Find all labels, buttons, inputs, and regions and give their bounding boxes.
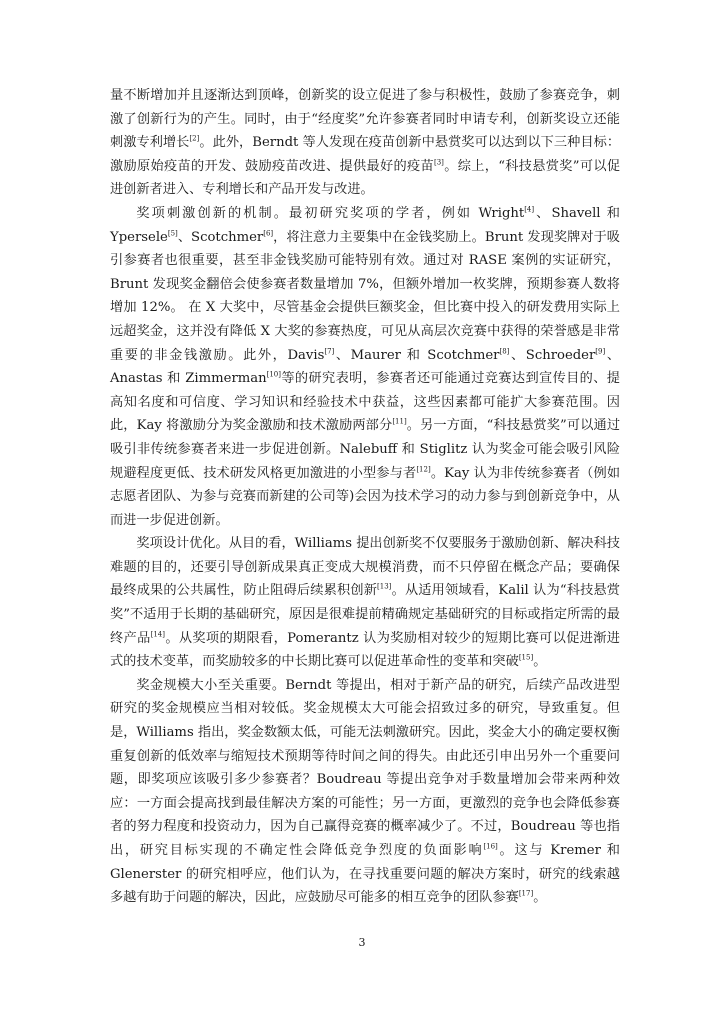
text-run: 、Schroeder xyxy=(509,347,596,363)
text-run: 。从适用领域看，Kalil 认为“科技悬赏奖”不适用于长期的基础研究，原因是很难提前精确规定基础研究的目标或指定所需的最终产品 xyxy=(110,583,620,646)
paragraph xyxy=(110,674,620,910)
citation-mark: [7] xyxy=(324,347,335,356)
citation-mark: [9] xyxy=(595,347,606,356)
citation-mark: [13] xyxy=(377,583,392,592)
text-run: 、Shavell 和 Ypersele xyxy=(110,205,620,245)
text-run: 。Kay 认为非传统参赛者（例如志愿者团队、为参与竞赛而新建的公司等)会因为技术学习的动力参与到创新竞争中，从而进一步促进创新。 xyxy=(110,465,621,528)
text-run: 奖金规模大小至关重要。Berndt 等提出，相对于新产品的研究，后续产品改进型研究的奖金规模应当相对较低。奖金规模太大可能会招致过多的研究，导致重复。但是，Williams 指出，奖金数额太低，可能无法刺激研究。因此，奖金大小的确定要权衡重复创新的低效率与缩短技术预期等待时间之间的得失。由此还引申出另外一个重要问题，即奖项应该吸引多少参赛者？Boudreau 等提出竞争对手数量增加会带来两种效应：一方面会提高找到最佳解决方案的可能性；另一方面，更激烈的竞争也会降低参赛者的努力程度和投资动力，因为自己赢得竞赛的概率减少了。不过，Boudreau 等也指出，研究目标实现的不确定性会降低竞争烈度的负面影响 xyxy=(110,677,620,858)
citation-mark: [12] xyxy=(416,465,431,474)
citation-mark: [11] xyxy=(392,417,407,426)
text-run: ，将注意力主要集中在金钱奖励上。Brunt 发现奖牌对于吸引参赛者也很重要，甚至非金钱奖励可能特别有效。通过对 RASE 案例的实证研究，Brunt 发现奖金翻倍会使参赛者数量增加 7%，但额外增加一枚奖牌，预期参赛人数将增加 12%。 在 X 大奖中，尽管基金会提供巨额奖金，但比赛中投入的研发费用实际上远超奖金，这并没有降低 X 大奖的参赛热度，可见从高层次竞赛中获得的荣誉感是非常重要的非金钱激励。此外，Davis xyxy=(110,229,620,363)
text-run: 奖项刺激创新的机制。最初研究奖项的学者，例如 Wright xyxy=(136,205,525,221)
text-run: 。综上，“科技悬赏奖”可以促进创新者进入、专利增长和产品开发与改进。 xyxy=(110,158,621,198)
text-run: 、Anastas 和 Zimmerman xyxy=(110,347,621,387)
text-run: 。 xyxy=(533,654,547,670)
text-run: 。这与 Kremer 和 Glenerster 的研究相呼应，他们认为，在寻找重要问题的解决方案时，研究的线索越多越有助于问题的解决，因此，应鼓励尽可能多的相互竞争的团队参赛 xyxy=(110,843,620,906)
citation-mark: [2] xyxy=(189,134,200,143)
citation-mark: [4] xyxy=(524,205,535,214)
text-run: 等的研究表明，参赛者还可能通过竞赛达到宣传目的、提高知名度和可信度、学习知识和经验技术中获益，这些因素都可能扩大参赛范围。因此，Kay 将激励分为奖金激励和技术激励两部分 xyxy=(110,371,620,434)
citation-mark: [3] xyxy=(433,158,444,167)
paragraph xyxy=(110,202,620,532)
text-run: 、Maurer 和 Scotchmer xyxy=(334,347,500,363)
citation-mark: [14] xyxy=(150,630,165,639)
text-run: 。 xyxy=(533,890,547,906)
citation-mark: [16] xyxy=(483,842,498,851)
citation-mark: [15] xyxy=(518,653,534,662)
citation-mark: [10] xyxy=(266,370,281,379)
citation-mark: [5] xyxy=(167,229,178,238)
text-run: 。此外，Berndt 等人发现在疫苗创新中悬赏奖可以达到以下三种目标：激励原始疫苗的开发、鼓励疫苗改进、提供最好的疫苗 xyxy=(110,135,621,174)
page-number: 3 xyxy=(358,936,366,949)
citation-mark: [6] xyxy=(263,229,274,238)
text-run: 。另一方面，“科技悬赏奖”可以通过吸引非传统参赛者来进一步促进创新。Nalebuff 和 Stiglitz 认为奖金可能会吸引风险规避程度更低、技术研发风格更加激进的小型参与者 xyxy=(110,418,621,481)
paragraph xyxy=(110,532,620,674)
citation-mark: [8] xyxy=(499,347,510,356)
text-run: 量不断增加并且逐渐达到顶峰，创新奖的设立促进了参与积极性，鼓励了参赛竞争，刺激了创新行为的产生。同时，由于“经度奖”允许参赛者同时申请专利，创新奖设立还能刺激专利增长 xyxy=(110,88,620,151)
citation-mark: [17] xyxy=(518,889,534,898)
text-run: 、Scotchmer xyxy=(177,229,264,245)
body-text xyxy=(110,84,620,910)
text-run: 奖项设计优化。从目的看，Williams 提出创新奖不仅要服务于激励创新、解决科技难题的目的，还要引导创新成果真正变成大规模消费，而不只停留在概念产品；要确保最终成果的公共属性，防止阻碍后续累积创新 xyxy=(110,536,620,599)
text-run: 。从奖项的期限看，Pomerantz 认为奖励相对较少的短期比赛可以促进渐进式的技术变革，而奖励较多的中长期比赛可以促进革命性的变革和突破 xyxy=(110,630,620,670)
paragraph xyxy=(110,84,620,202)
